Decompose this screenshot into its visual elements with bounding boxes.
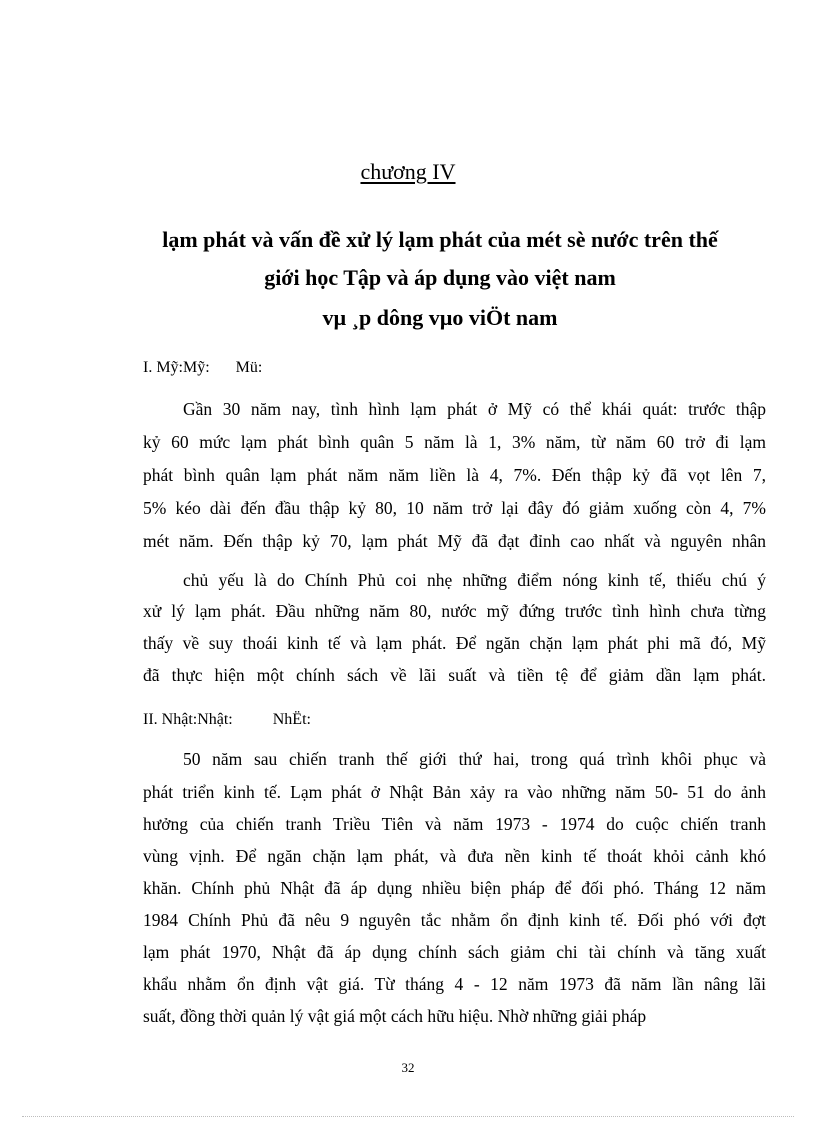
paragraph-line: xử lý lạm phát. Đầu những năm 80, nước mỹ đứng trước tình hình chưa từng [143,601,766,621]
paragraph-line: thấy về suy thoái kinh tế và lạm phát. Để ngăn chặn lạm phát phi mã đó, Mỹ [143,633,766,653]
section-heading-2-part-1: II. Nhật:Nhật: [143,711,233,728]
chapter-label: chương IV [360,159,456,184]
section-heading-2 [143,710,311,730]
paragraph-line: 1984 Chính Phủ đã nêu 9 nguyên tắc nhằm ổn định kinh tế. Đối phó với đợt [143,910,766,930]
title-line-1: lạm phát và vấn đề xử lý lạm phát của mét sè nước trên thế [162,227,718,252]
page-bottom-divider [22,1116,794,1117]
paragraph-line: hưởng của chiến tranh Triều Tiên và năm 1973 - 1974 do cuộc chiến tranh [143,814,766,834]
paragraph-line: phát bình quân lạm phát năm năm liền là 4, 7%. Đến thập kỷ đã vọt lên 7, [143,465,766,485]
title-line-2: giới học Tập và áp dụng vào việt nam [264,265,616,290]
paragraph-line: phát triển kinh tế. Lạm phát ở Nhật Bản xảy ra vào những năm 50- 51 do ảnh [143,782,766,802]
paragraph-line: Gần 30 năm nay, tình hình lạm phát ở Mỹ có thể khái quát: trước thập [183,399,766,419]
paragraph-line: kỷ 60 mức lạm phát bình quân 5 năm là 1, 3% năm, từ năm 60 trở đi lạm [143,432,766,452]
paragraph-line: vùng vịnh. Để ngăn chặn lạm phát, và đưa nền kinh tế thoát khỏi cảnh khó [143,846,766,866]
section-heading-1-part-1: I. Mỹ:Mỹ: [143,359,210,376]
paragraph-line: lạm phát 1970, Nhật đã áp dụng chính sách giảm chi tài chính và tăng xuất [143,942,766,962]
page-number: 32 [401,1060,415,1075]
paragraph-line: chủ yếu là do Chính Phủ coi nhẹ những điểm nóng kinh tế, thiếu chú ý [183,570,766,590]
section-heading-2-part-2: NhËt: [272,711,311,728]
paragraph-line: suất, đồng thời quản lý vật giá một cách hữu hiệu. Nhờ những giải pháp [143,1006,647,1026]
section-heading-1-part-2: Mü: [235,359,263,376]
paragraph-line: 5% kéo dài đến đầu thập kỷ 80, 10 năm trở lại đây đó giảm xuống còn 4, 7% [143,498,766,518]
paragraph-line: mét năm. Đến thập kỷ 70, lạm phát Mỹ đã đạt đỉnh cao nhất và nguyên nhân [143,531,766,551]
title-line-3: vµ ¸p dông vµo viÖt nam [322,305,558,330]
paragraph-line: khẩu nhằm ổn định vật giá. Từ tháng 4 - 12 năm 1973 đã năm lần nâng lãi [143,974,766,994]
section-heading-1 [143,358,262,378]
paragraph-line: khăn. Chính phủ Nhật đã áp dụng nhiều biện pháp để đối phó. Tháng 12 năm [143,878,766,898]
paragraph-line: 50 năm sau chiến tranh thế giới thứ hai, trong quá trình khôi phục và [183,749,766,769]
paragraph-line: đã thực hiện một chính sách về lãi suất và tiền tệ để giảm dần lạm phát. [143,665,766,685]
